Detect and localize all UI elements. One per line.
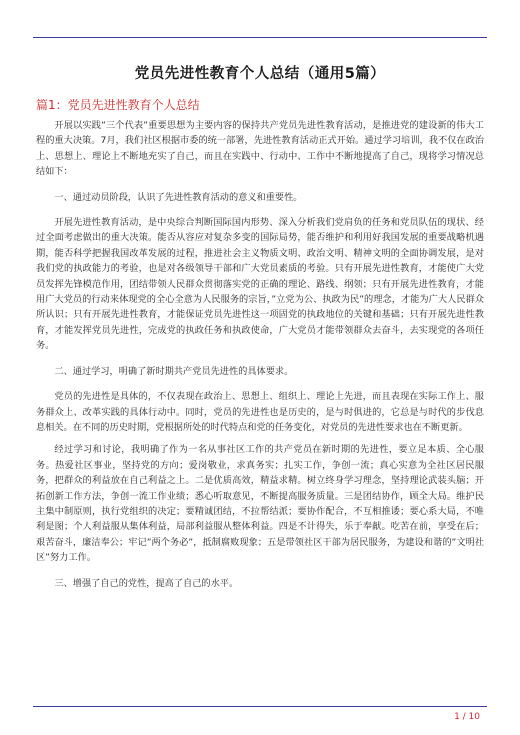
page-indicator: 1 / 10 bbox=[454, 712, 480, 722]
document-body bbox=[36, 118, 484, 601]
page-title: 党员先进性教育个人总结（通用5篇） bbox=[134, 66, 386, 82]
subheading-one: 一、通过动员阶段，认识了先进性教育活动的意义和重要性。 bbox=[54, 191, 303, 203]
paragraph-two: 党员的先进性是具体的，不仅表现在政治上、思想上、组织上、理论上先进，而且表现在实际工作上、服务群众上、改革实践的具体行动中。同时，党员的先进性也是历史的，是与时俱进的，它总是与时代的步伐息息相关。在不同的历史时期，党根据所处的时代特点和党的任务变化，对党员的先进性要求也在不断更新。 bbox=[36, 391, 484, 433]
header-rule bbox=[33, 37, 487, 38]
subheading-three: 三、增强了自己的党性，提高了自己的水平。 bbox=[54, 577, 239, 589]
paragraph-intro: 开展以实践”三个代表”重要思想为主要内容的保持共产党员先进性教育活动，是推进党的建设新的伟大工程的重大决策。7月，我们社区根据市委的统一部署，先进性教育活动正式开始。通过学习培训，我不仅在政治上、思想上、理论上不断地充实了自己，而且在实践中、行动中、工作中不断地提高了自己，现将学习情况总结如下： bbox=[36, 120, 484, 178]
paragraph-three: 经过学习和讨论，我明确了作为一名从事社区工作的共产党员在新时期的先进性，要立足本质、全心服务。热爱社区事业，坚持党的方向；爱岗敬业，求真务实；扎实工作，争创一流；真心实意为全社区居民服务，把群众的利益放在自己利益之上。二是优质高效，精益求精。树立终身学习理念，坚持理论武装头脑；开拓创新工作方法，争创一流工作业绩；悉心听取意见，不断提高服务质量。三是团结协作，顾全大局。维护民主集中制原则，执行党组织的决定；要精诚团结，不拉帮结派；要协作配合，不互相推诿；要心系大局，不唯利是图；个人利益服从集体利益，局部利益服从整体利益。四是不计得失，乐于奉献。吃苦在前，享受在后；艰苦奋斗，廉洁奉公；牢记”两个务必”，抵制腐败现象；五是带领社区干部为居民服务，为建设和谐的”文明社区”努力工作。 bbox=[36, 444, 484, 564]
section-heading: 篇1：党员先进性教育个人总结 bbox=[36, 98, 200, 112]
subheading-two: 二、通过学习，明确了新时期共产党员先进性的具体要求。 bbox=[54, 365, 294, 377]
paragraph-one: 开展先进性教育活动，是中央综合判断国际国内形势、深入分析我们党肩负的任务和党员队伍的现状、经过全面考虑做出的重大决策。能否从容应对复杂多变的国际局势，能否维护和利用好我国发展的重要战略机遇期，能否科学把握我国改革发展的过程，推进社会主义物质文明、政治文明、精神文明的全面协调发展，是对我们党的执政能力的考验，也是对各级领导干部和广大党员素质的考验。只有开展先进性教育，才能使广大党员发挥先锋模范作用，团结带领人民群众贯彻落实党的正确的理论、路线、纲领；只有开展先进性教育，才能用广大党员的行动来体现党的全心全意为人民服务的宗旨，”立党为公、执政为民”的理念，才能为广大人民群众所认识；只有开展先进性教育，才能保证党员先进性这一项固党的执政地位的关键和基础；只有开展先进性教育，才能发挥党员先进性，完成党的执政任务和执政使命，广大党员才能带领群众去奋斗，去实现党的各项任务。 bbox=[36, 217, 484, 352]
footer-rule bbox=[33, 706, 487, 707]
